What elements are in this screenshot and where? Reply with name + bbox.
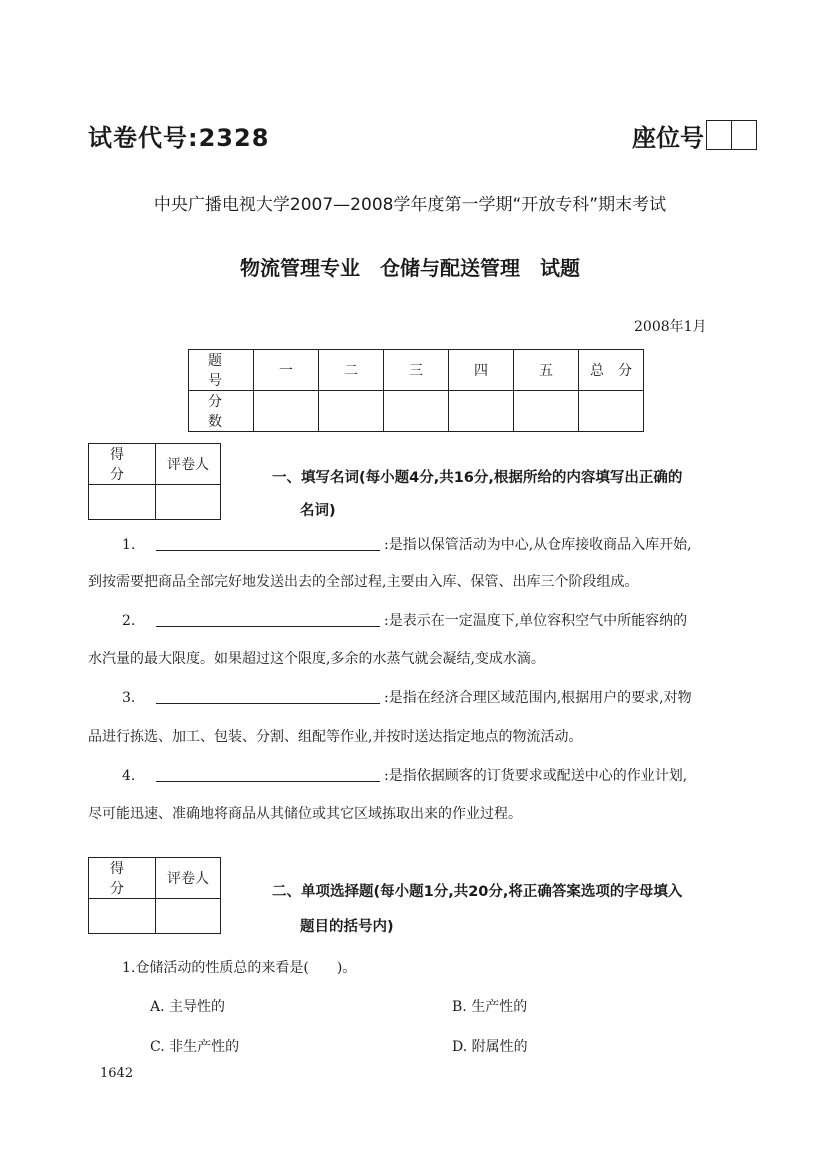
item-text: :是指以保管活动为中心,从仓库接收商品入库开始, (384, 537, 692, 553)
grader-name-label: 评卷人 (156, 444, 221, 485)
grader-score-label: 得 分 (89, 444, 156, 485)
paper-code: 试卷代号:2328 (88, 124, 270, 152)
item-text: :是表示在一定温度下,单位容积空气中所能容纳的 (384, 613, 688, 629)
exam-name: 中央广播电视大学2007—2008学年度第一学期“开放专科”期末考试 (153, 195, 667, 215)
score-cell[interactable] (579, 391, 644, 432)
exam-date: 2008年1月 (634, 319, 707, 335)
score-header-cell: 三 (384, 350, 449, 391)
seat-number-box[interactable] (706, 120, 757, 150)
section1-item-3-cont: 品进行拣选、加工、包装、分割、组配等作业,并按时送达指定地点的物流活动。 (88, 729, 583, 745)
item-number: 1. (122, 537, 136, 553)
section2-heading-cont: 题目的括号内) (300, 919, 394, 935)
grader-name-cell[interactable] (156, 899, 221, 934)
section1-item-4 (122, 766, 687, 786)
answer-blank[interactable] (156, 550, 380, 551)
option-c[interactable]: C. 非生产性的 (150, 1039, 240, 1055)
option-a[interactable]: A. 主导性的 (150, 999, 226, 1015)
score-table-header-row (189, 350, 644, 391)
section1-item-1 (122, 535, 692, 555)
section1-item-4-cont: 尽可能迅速、准确地将商品从其储位或其它区域拣取出来的作业过程。 (88, 806, 522, 822)
page-title: 物流管理专业 仓储与配送管理 试题 (240, 256, 580, 280)
section2-question-1: 1.仓储活动的性质总的来看是( )。 (122, 960, 357, 976)
section1-heading-cont: 名词) (300, 503, 336, 519)
page-number: 1642 (100, 1066, 134, 1081)
seat-label: 座位号 (632, 124, 704, 152)
item-text: :是指依据顾客的订货要求或配送中心的作业计划, (384, 768, 688, 784)
score-header-cell: 四 (449, 350, 514, 391)
score-header-cell: 一 (254, 350, 319, 391)
grader-table-section2 (88, 857, 221, 934)
section1-item-2-cont: 水汽量的最大限度。如果超过这个限度,多余的水蒸气就会凝结,变成水滴。 (88, 651, 545, 667)
score-header-cell: 题 号 (189, 350, 254, 391)
answer-blank[interactable] (156, 781, 380, 782)
item-text: :是指在经济合理区域范围内,根据用户的要求,对物 (384, 690, 692, 706)
score-cell[interactable] (384, 391, 449, 432)
item-number: 2. (122, 613, 136, 629)
score-header-cell: 五 (514, 350, 579, 391)
grader-table-section1 (88, 443, 221, 520)
grader-score-cell[interactable] (89, 899, 156, 934)
score-cell[interactable] (319, 391, 384, 432)
section1-item-3 (122, 688, 692, 708)
section1-item-1-cont: 到按需要把商品全部完好地发送出去的全部过程,主要由入库、保管、出库三个阶段组成。 (88, 574, 639, 590)
score-row-label: 分 数 (189, 391, 254, 432)
option-b[interactable]: B. 生产性的 (452, 999, 528, 1015)
grader-name-cell[interactable] (156, 485, 221, 520)
option-d[interactable]: D. 附属性的 (452, 1039, 528, 1055)
section2-heading: 二、单项选择题(每小题1分,共20分,将正确答案选项的字母填入 (272, 884, 683, 900)
section1-item-2 (122, 611, 687, 631)
item-number: 4. (122, 768, 136, 784)
answer-blank[interactable] (156, 626, 380, 627)
score-table-score-row (189, 391, 644, 432)
section1-heading: 一、填写名词(每小题4分,共16分,根据所给的内容填写出正确的 (272, 470, 683, 486)
score-cell[interactable] (449, 391, 514, 432)
grader-score-label: 得 分 (89, 858, 156, 899)
score-header-cell: 总 分 (579, 350, 644, 391)
score-cell[interactable] (514, 391, 579, 432)
score-header-cell: 二 (319, 350, 384, 391)
grader-name-label: 评卷人 (156, 858, 221, 899)
answer-blank[interactable] (156, 703, 380, 704)
score-table (188, 349, 644, 432)
score-cell[interactable] (254, 391, 319, 432)
item-number: 3. (122, 690, 136, 706)
grader-score-cell[interactable] (89, 485, 156, 520)
